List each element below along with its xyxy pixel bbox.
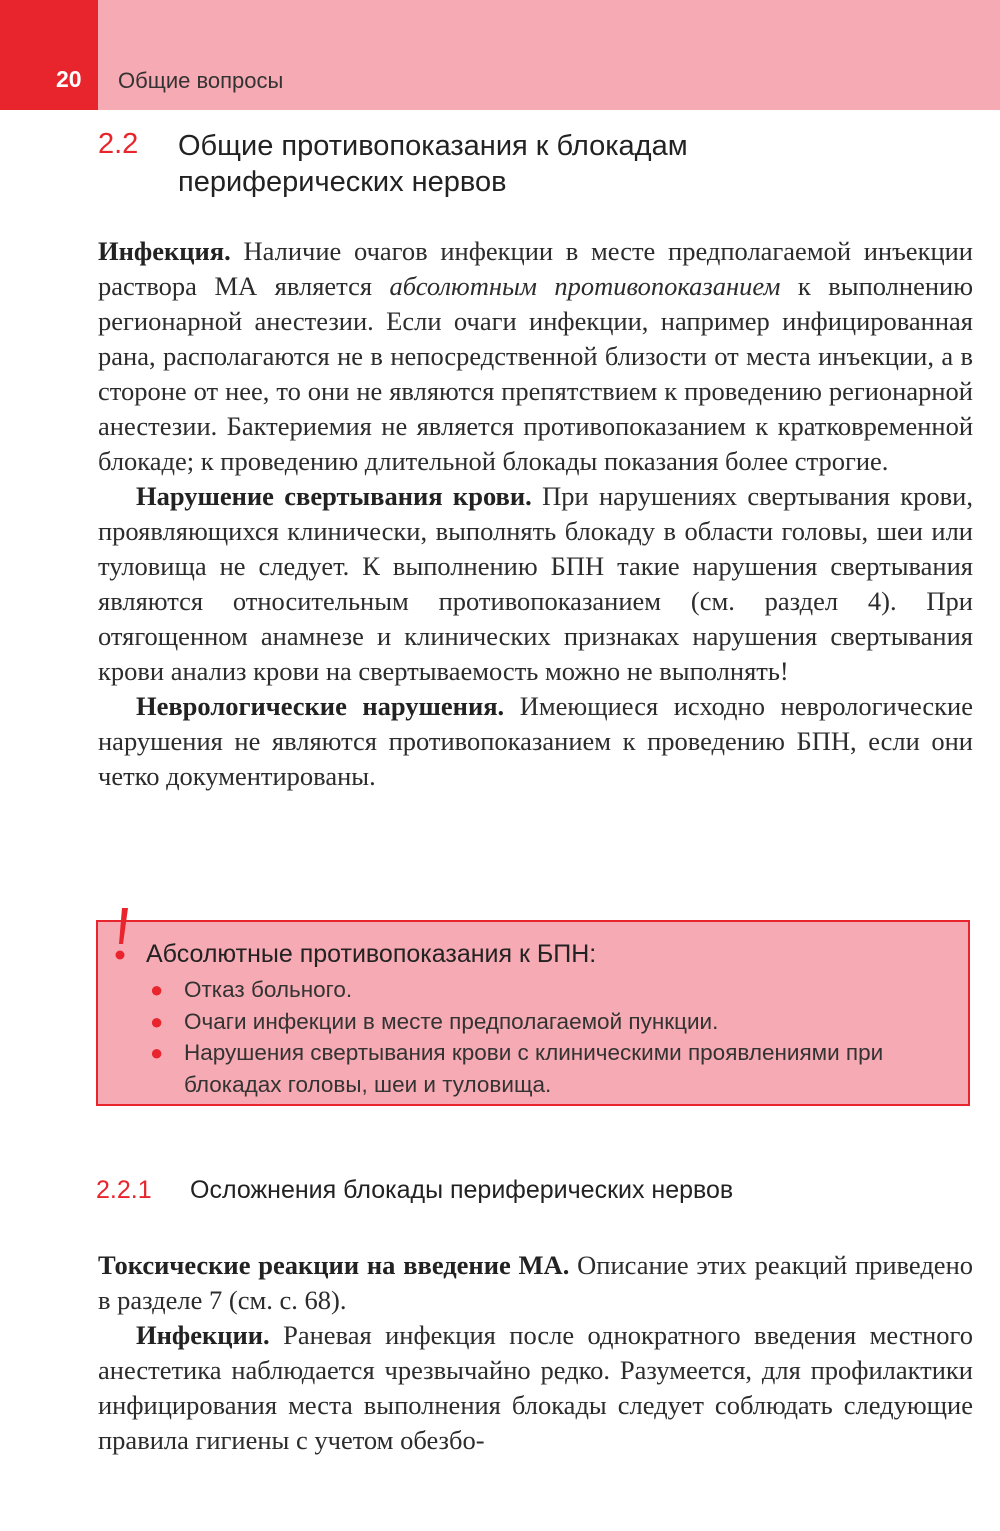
bullet-icon: ● [150,1008,164,1034]
paragraph-coagulation: Нарушение свертывания крови. При нарушениях свертывания крови, проявляющихся клинически, выполнять блокаду в области головы, шеи или туловища не следует. К выполнению БПН такие нарушения свертывания являются относительным противопоказанием (см. раздел 4). При отягощенном анамнезе и клинических признаках нарушения свертывания крови анализ крови на свертываемость можно не выполнять! [98,481,973,686]
paragraph-infection: Инфекция. Наличие очагов инфекции в месте предполагаемой инъекции раствора МА является абсолютным противопоказанием к выполнению регионарной анестезии. Если очаги инфекции, например инфицированная рана, располагаются не в непосредственной близости от места инъекции, а в стороне от нее, то они не являются препятствием к проведению регионарной анестезии. Бактериемия не является противопоказанием к кратковременной блокаде; к проведению длительной блокады показания более строгие. [98,236,973,476]
section-title: Общие противопоказания к блокадам периферических нервов [178,130,688,198]
page-number-box [0,0,98,110]
warning-box [96,920,970,1106]
body-text-section [98,234,973,794]
paragraph-lead: Инфекции. [136,1320,270,1350]
page-header [0,0,1000,110]
emphasis-text: абсолютным противопоказанием [389,271,781,301]
paragraph-lead: Токсические реакции на введение МА. [98,1250,570,1280]
paragraph-lead: Инфекция. [98,236,231,266]
list-item: ● Отказ больного. [146,974,956,1006]
subsection-title: Осложнения блокады периферических нервов [190,1176,734,1204]
bullet-icon: ● [150,977,164,1002]
bullet-icon: ● [150,1040,164,1065]
paragraph-infections: Инфекции. Раневая инфекция после однократного введения местного анестетика наблюдается чрезвычайно редко. Разумеется, для профилактики инфицирования места выполнения блокады следует соблюдать следующие правила гигиены с учетом обезбо- [98,1320,973,1455]
paragraph-toxic: Токсические реакции на введение МА. Описание этих реакций приведено в разделе 7 (см. с. 68). [98,1250,973,1315]
paragraph-lead: Неврологические нарушения. [136,691,505,721]
running-title: Общие вопросы [118,68,284,93]
paragraph-neuro: Неврологические нарушения. Имеющиеся исходно неврологические нарушения не являются противопоказанием к проведению БПН, если они четко документированы. [98,691,973,791]
warning-list [146,974,956,1100]
paragraph-lead: Нарушение свертывания крови. [136,481,532,511]
body-text-subsection [98,1248,973,1458]
list-item: ● Очаги инфекции в месте предполагаемой пункции. [146,1006,956,1038]
list-item: ● Нарушения свертывания крови с клиническими проявлениями при блокадах головы, шеи и туловища. [146,1037,956,1100]
page-number: 20 [56,66,82,92]
warning-title: Абсолютные противопоказания к БПН: [146,940,597,968]
exclamation-icon [112,906,132,966]
section-number: 2.2 [98,128,139,160]
subsection-number: 2.2.1 [96,1176,152,1204]
